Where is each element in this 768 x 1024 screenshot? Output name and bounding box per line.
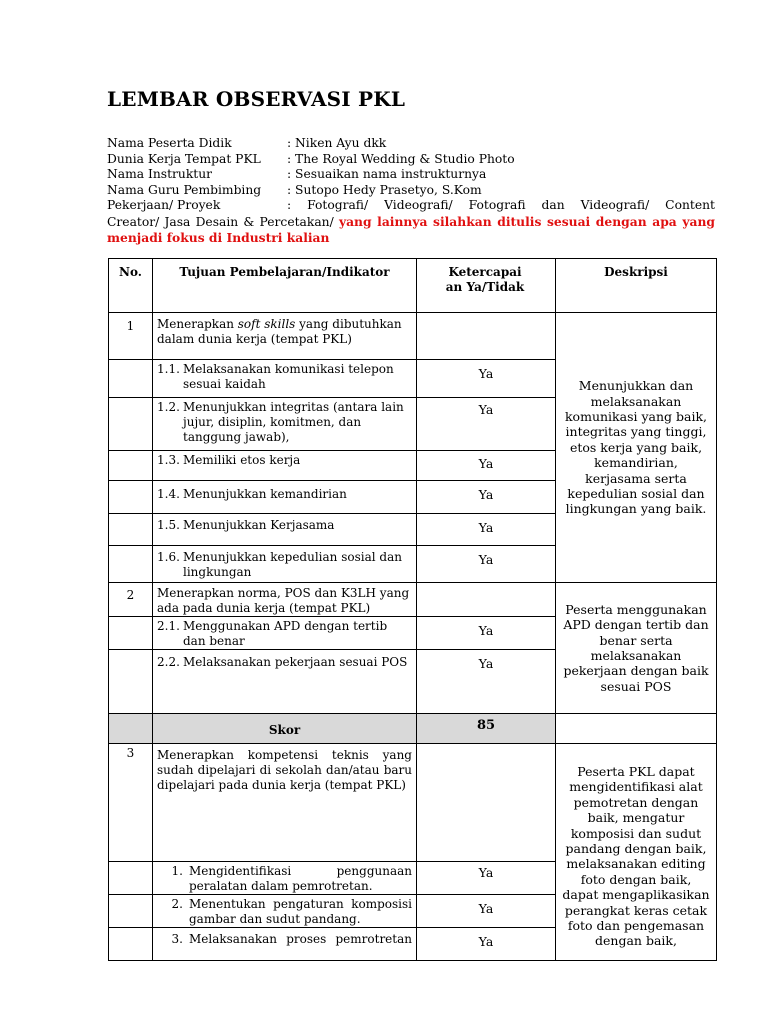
row-number	[109, 398, 153, 451]
row-number: 3	[109, 744, 153, 862]
item-text: Melaksanakan pekerjaan sesuai POS	[183, 655, 408, 669]
achievement-value: Ya	[417, 481, 556, 514]
table-header-row	[109, 259, 717, 313]
info-row-project	[107, 198, 715, 214]
item-text: Mengidentifikasi penggunaan peralatan dalam pemrotretan.	[189, 864, 412, 893]
achievement-value: Ya	[417, 617, 556, 650]
table-row	[109, 583, 717, 617]
indicator-item	[153, 617, 417, 650]
row-number	[109, 714, 153, 744]
item-number: 1.	[171, 864, 183, 878]
indicator-item	[153, 514, 417, 546]
info-label: Nama Guru Pembimbing	[107, 182, 262, 197]
item-text: Menunjukkan kepedulian sosial dan lingkungan	[183, 550, 402, 579]
observation-table	[108, 258, 717, 961]
indicator-item	[153, 862, 417, 895]
item-number: 2.	[171, 897, 183, 911]
row-number: 2	[109, 583, 153, 617]
row-number	[109, 514, 153, 546]
description-cell: Peserta menggunakan APD dengan tertib dan benar serta melaksanakan pekerjaan dengan baik sesuai POS	[556, 583, 717, 714]
description-cell: Peserta PKL dapat mengidentifikasi alat pemotretan dengan baik, mengatur komposisi dan sudut pandang dengan baik, melaksanakan editing foto dengan baik, dapat mengaplikasikan perangkat keras cetak foto dan pengemasan dengan baik,	[556, 744, 717, 961]
indicator-item	[153, 360, 417, 398]
info-value: : Niken Ayu dkk	[287, 136, 387, 150]
row-number	[109, 546, 153, 583]
item-number: 1.2.	[157, 400, 180, 414]
indicator-item	[153, 650, 417, 714]
header-no: No.	[109, 259, 153, 313]
indicator-item	[153, 481, 417, 514]
item-number: 1.4.	[157, 487, 180, 501]
item-number: 2.1.	[157, 619, 180, 633]
info-value: : Sesuaikan nama instrukturnya	[287, 167, 487, 181]
achievement-value: Ya	[417, 895, 556, 928]
item-text: Menunjukkan Kerjasama	[183, 518, 335, 532]
info-label: Nama Instruktur	[107, 167, 213, 181]
info-value: : Fotografi/ Videografi/ Fotografi dan Videografi/ Content	[287, 198, 715, 212]
achievement-cell	[417, 744, 556, 862]
item-number: 1.5.	[157, 518, 180, 532]
header-ketercapaian: Ketercapai an Ya/Tidak	[417, 259, 556, 313]
info-label: Nama Peserta Didik	[107, 136, 232, 150]
indicator-main: Menerapkan kompetensi teknis yang sudah dipelajari di sekolah dan/atau baru dipelajari pada dunia kerja (tempat PKL)	[153, 744, 417, 862]
item-text: Menunjukkan kemandirian	[183, 487, 347, 501]
project-note-red-line: menjadi fokus di Industri kalian	[107, 230, 330, 245]
indicator-item	[153, 928, 417, 961]
indicator-item	[153, 895, 417, 928]
table-row	[109, 313, 717, 360]
row-number	[109, 895, 153, 928]
header-deskripsi: Deskripsi	[556, 259, 717, 313]
achievement-value: Ya	[417, 546, 556, 583]
item-text: Melaksanakan komunikasi telepon sesuai kaidah	[183, 362, 394, 391]
achievement-value: Ya	[417, 398, 556, 451]
row-number	[109, 360, 153, 398]
indicator-emphasis: soft skills	[237, 317, 296, 331]
achievement-value: Ya	[417, 360, 556, 398]
indicator-main	[153, 313, 417, 360]
indicator-item	[153, 451, 417, 481]
score-label: Skor	[153, 714, 417, 744]
item-number: 2.2.	[157, 655, 180, 669]
info-row-teacher	[107, 183, 715, 199]
info-label: Pekerjaan/ Proyek	[107, 198, 221, 212]
item-text: Menentukan pengaturan komposisi gambar dan sudut pandang.	[189, 897, 412, 926]
achievement-value: Ya	[417, 451, 556, 481]
project-note-red: yang lainnya silahkan ditulis sesuai dengan apa yang	[338, 213, 715, 229]
achievement-value: Ya	[417, 650, 556, 714]
row-number	[109, 481, 153, 514]
row-number	[109, 451, 153, 481]
indicator-item	[153, 546, 417, 583]
item-number: 1.3.	[157, 453, 180, 467]
header-tujuan: Tujuan Pembelajaran/Indikator	[153, 259, 417, 313]
item-text: Melaksanakan proses pemrotretan	[189, 932, 412, 946]
row-number	[109, 650, 153, 714]
indicator-item	[153, 398, 417, 451]
info-row-student	[107, 136, 715, 152]
info-label: Dunia Kerja Tempat PKL	[107, 151, 261, 166]
score-row	[109, 714, 717, 744]
description-cell: Menunjukkan dan melaksanakan komunikasi yang baik, integritas yang tinggi, etos kerja yang baik, kemandirian, kerjasama serta kepedulian sosial dan lingkungan yang baik.	[556, 313, 717, 583]
item-text: Menunjukkan integritas (antara lain jujur, disiplin, komitmen, dan tanggung jawab),	[183, 400, 404, 444]
indicator-text: yang dibutuhkan dalam dunia kerja (tempat PKL)	[157, 317, 402, 346]
item-text: Menggunakan APD dengan tertib dan benar	[183, 619, 388, 648]
project-text: Creator/ Jasa Desain & Percetakan/	[107, 214, 339, 229]
indicator-text: Menerapkan	[157, 317, 238, 331]
info-block	[107, 136, 715, 246]
row-number	[109, 617, 153, 650]
item-number: 1.6.	[157, 550, 180, 564]
row-number: 1	[109, 313, 153, 360]
page-title: LEMBAR OBSERVASI PKL	[107, 87, 406, 111]
info-row-instructor	[107, 167, 715, 183]
info-value: : The Royal Wedding & Studio Photo	[287, 151, 515, 166]
score-description	[556, 714, 717, 744]
score-value: 85	[417, 714, 556, 744]
row-number	[109, 928, 153, 961]
item-text: Memiliki etos kerja	[183, 453, 301, 467]
achievement-cell	[417, 583, 556, 617]
indicator-main: Menerapkan norma, POS dan K3LH yang ada pada dunia kerja (tempat PKL)	[153, 583, 417, 617]
achievement-value: Ya	[417, 862, 556, 895]
project-line-2	[107, 214, 715, 231]
achievement-cell	[417, 313, 556, 360]
item-number: 3.	[171, 932, 183, 946]
row-number	[109, 862, 153, 895]
info-value: : Sutopo Hedy Prasetyo, S.Kom	[287, 182, 482, 197]
table-row	[109, 744, 717, 862]
info-row-workplace	[107, 152, 715, 168]
achievement-value: Ya	[417, 514, 556, 546]
achievement-value: Ya	[417, 928, 556, 961]
item-number: 1.1.	[157, 362, 180, 376]
